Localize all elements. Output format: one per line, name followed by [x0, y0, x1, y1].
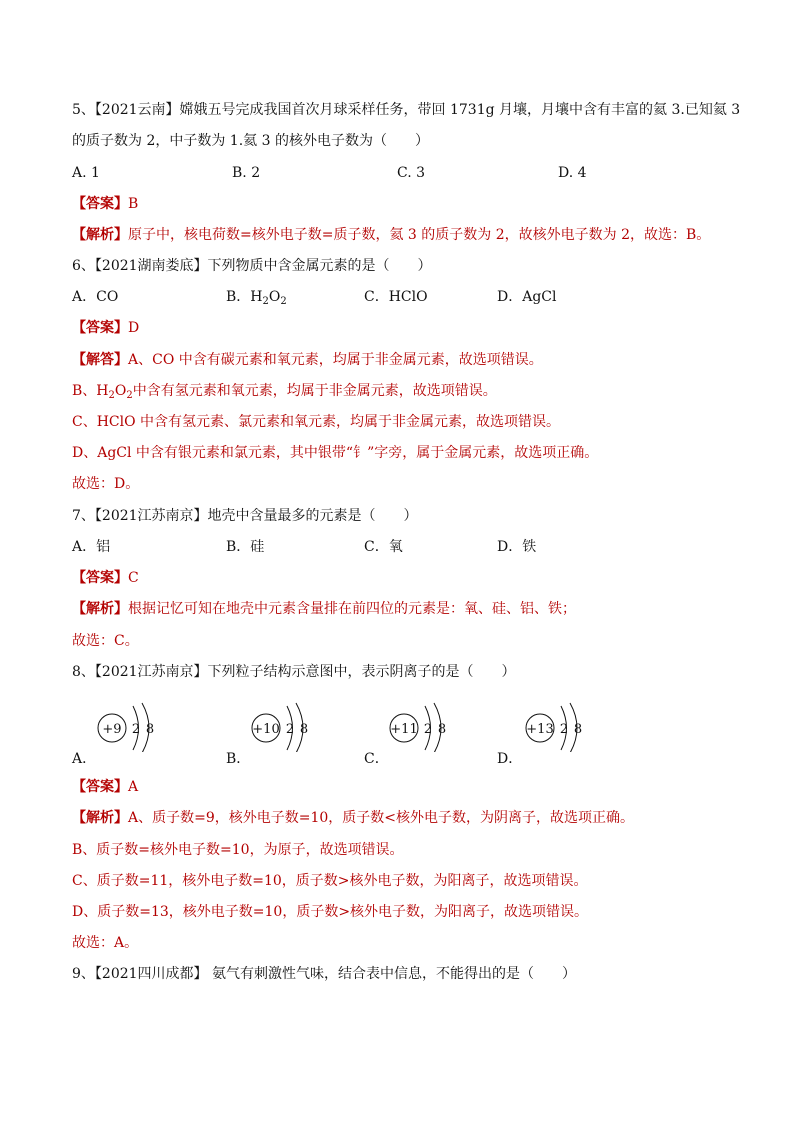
q8-analysis-a: 【解析】A、质子数=9，核外电子数=10，质子数<核外电子数，为阴离子，故选项正确。	[72, 810, 635, 826]
atom-diagram-b	[246, 700, 326, 752]
q5-option-c: C. 3	[397, 165, 426, 181]
q6-option-b: B．$H_2O_2$	[226, 289, 287, 307]
q6-analysis-b: B、$H_2O_2$中含有氢元素和氧元素，均属于非金属元素，故选项错误。	[72, 383, 497, 401]
q6-analysis-d: D、AgCl 中含有银元素和氯元素，其中银带“钅”字旁，属于金属元素，故选项正确。	[72, 445, 599, 461]
q6-answer	[72, 318, 139, 338]
q6-option-c: C．HClO	[364, 289, 428, 305]
q7-option-c: C．氧	[364, 539, 403, 555]
atom-diagram-d	[520, 700, 600, 752]
answer-value: C	[128, 570, 139, 586]
q8-stem: 8、【2021江苏南京】下列粒子结构示意图中，表示阴离子的是（ ）	[72, 664, 516, 680]
q5-option-b: B. 2	[232, 165, 261, 181]
q8-conclusion: 故选：A。	[72, 935, 139, 951]
q9-stem: 9、【2021四川成都】 氨气有刺激性气味，结合表中信息，不能得出的是（ ）	[72, 966, 576, 982]
q8-answer	[72, 777, 138, 797]
answer-tag: 【答案】	[72, 779, 128, 795]
q5-answer	[72, 194, 138, 214]
shell2-count: 8	[299, 722, 309, 737]
q5-analysis	[72, 225, 710, 245]
nucleus-charge: +9	[102, 722, 122, 737]
shell1-count: 2	[131, 722, 141, 737]
nucleus-charge: +10	[252, 722, 280, 737]
q8-option-d: D．	[497, 751, 523, 767]
q8-analysis-d: D、质子数=13，核外电子数=10，质子数>核外电子数，为阳离子，故选项错误。	[72, 904, 589, 920]
nucleus-charge: +13	[526, 722, 554, 737]
analysis-tag: 【解析】	[72, 227, 128, 243]
q8-analysis-b: B、质子数=核外电子数=10，为原子，故选项错误。	[72, 842, 404, 858]
answer-tag: 【答案】	[72, 320, 128, 336]
q6-option-d: D．AgCl	[497, 289, 557, 305]
q7-option-d: D．铁	[497, 539, 537, 555]
q8-analysis-c: C、质子数=11，核外电子数=10，质子数>核外电子数，为阳离子，故选项错误。	[72, 873, 588, 889]
q5-stem-line2: 的质子数为 2，中子数为 1.氦 3 的核外电子数为（ ）	[72, 133, 429, 149]
shell2-count: 8	[145, 722, 155, 737]
q6-option-a: A．CO	[72, 289, 119, 305]
answer-tag: 【答案】	[72, 570, 128, 586]
q6-analysis-c: C、HClO 中含有氢元素、氯元素和氧元素，均属于非金属元素，故选项错误。	[72, 414, 561, 430]
q6-analysis-a: 【解答】A、CO 中含有碳元素和氧元素，均属于非金属元素，故选项错误。	[72, 352, 543, 368]
q8-option-b: B．	[226, 751, 251, 767]
atom-diagram-c	[384, 700, 464, 752]
shell2-count: 8	[573, 722, 583, 737]
atom-diagram-a	[92, 700, 172, 752]
q7-answer	[72, 568, 139, 588]
q6-conclusion: 故选：D。	[72, 476, 140, 492]
analysis-tag: 【解答】	[72, 352, 128, 368]
q5-stem-line1: 5、【2021云南】嫦娥五号完成我国首次月球采样任务，带回 1731g 月壤，月壤中含有丰富的氦 3.已知氦 3	[72, 102, 741, 118]
q6-stem: 6、【2021湖南娄底】下列物质中含金属元素的是（ ）	[72, 258, 432, 274]
q8-option-c: C．	[364, 751, 389, 767]
shell2-count: 8	[437, 722, 447, 737]
nucleus-charge: +11	[390, 722, 418, 737]
shell1-count: 2	[559, 722, 569, 737]
answer-tag: 【答案】	[72, 196, 128, 212]
q8-option-a: A．	[72, 751, 97, 767]
analysis-text: 原子中，核电荷数=核外电子数=质子数，氦 3 的质子数为 2，故核外电子数为 2，故选：B。	[128, 227, 711, 243]
q7-option-a: A．铝	[72, 539, 111, 555]
q7-conclusion: 故选：C。	[72, 633, 139, 649]
q5-option-d: D. 4	[558, 165, 587, 181]
q5-option-a: A. 1	[72, 165, 100, 181]
shell1-count: 2	[423, 722, 433, 737]
answer-value: A	[128, 779, 139, 795]
q7-stem: 7、【2021江苏南京】地壳中含量最多的元素是（ ）	[72, 508, 418, 524]
analysis-tag: 【解析】	[72, 601, 128, 617]
shell1-count: 2	[285, 722, 295, 737]
q7-option-b: B．硅	[226, 539, 265, 555]
q7-analysis: 【解析】根据记忆可知在地壳中元素含量排在前四位的元素是：氧、硅、铝、铁；	[72, 601, 576, 617]
answer-value: B	[128, 196, 139, 212]
answer-value: D	[128, 320, 140, 336]
analysis-tag: 【解析】	[72, 810, 128, 826]
